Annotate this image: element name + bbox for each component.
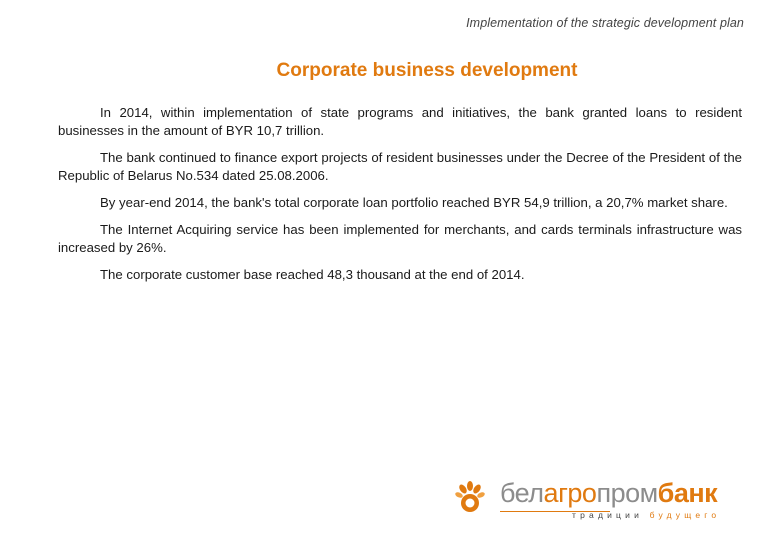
wheat-sun-icon [452,480,488,516]
paragraph-customer-base: The corporate customer base reached 48,3 thousand at the end of 2014. [100,267,525,282]
header-caption: Implementation of the strategic development plan [466,16,744,30]
logo-wordmark [500,478,717,508]
paragraph-loan-portfolio: By year-end 2014, the bank's total corporate loan portfolio reached BYR 54,9 trillion, a 20,7% market share. [100,195,728,210]
logo-word-part: банк [657,478,718,508]
body-text [58,104,742,293]
logo-word-part: пром [596,478,658,508]
logo-tagline [572,510,720,520]
logo-word-part: агро [543,478,597,508]
page-title: Corporate business development [276,60,578,81]
bank-logo [452,478,752,524]
logo-word-part: бел [500,478,544,508]
paragraph-loans: In 2014, within implementation of state programs and initiatives, the bank granted loans to resident businesses in the amount of BYR 10,7 trillion. [58,105,742,138]
paragraph-internet-acquiring: The Internet Acquiring service has been implemented for merchants, and cards terminals infrastructure was increased by 26%. [58,222,742,255]
logo-tagline-part: будущего [649,510,721,520]
logo-tagline-part: традиции [572,510,644,520]
paragraph-export-projects: The bank continued to finance export projects of resident businesses under the Decree of the President of the Republic of Belarus No.534 dated 25.08.2006. [58,150,742,183]
